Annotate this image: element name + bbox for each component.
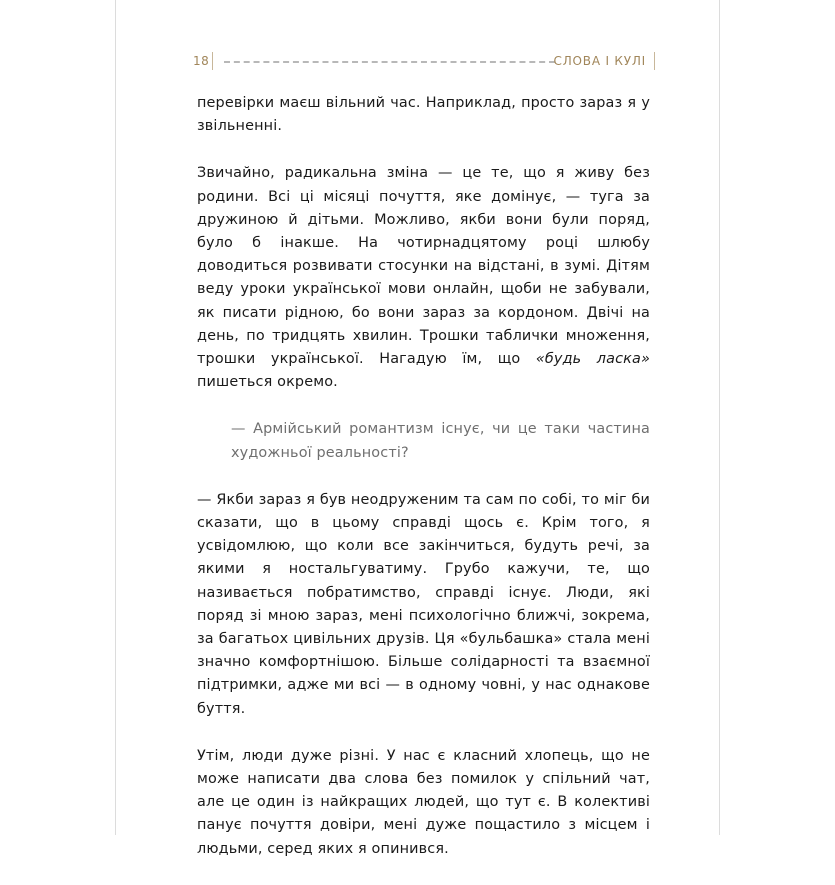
running-title-divider (654, 52, 655, 70)
page-header (193, 52, 655, 72)
running-title: СЛОВА І КУЛІ (553, 54, 646, 68)
paragraph-text: пишеться окремо. (197, 374, 338, 391)
interview-question: — Армійський романтизм існує, чи це таки частина художньої реальності? (231, 421, 650, 461)
paragraph: перевірки маєш вільний час. Наприклад, просто зараз я у звільненні. (197, 95, 650, 135)
page-number-divider (212, 52, 213, 70)
page-number: 18 (193, 54, 210, 68)
body-text (197, 92, 650, 885)
emphasized-phrase: «будь ласка» (535, 351, 650, 368)
paragraph-text: Звичайно, радикальна зміна — це те, що я живу без родини. Всі ці місяці почуття, яке домінує, — туга за дружиною й дітьми. Можливо, якби вони були поряд, було б інакше. На чотирнадцятому році шлюбу доводиться розвивати стосунки на відстані, в зумі. Дітям веду уроки української мови онлайн, щоби не забували, як писати рідною, бо вони зараз за кордоном. Двічі на день, по тридцять хвилин. Трошки таблички множення, трошки української. Нагадую їм, що (197, 165, 650, 368)
header-dashed-rule (224, 61, 555, 63)
book-page (115, 0, 720, 857)
paragraph: — Якби зараз я був неодруженим та сам по собі, то міг би сказати, що в цьому справді щось є. Крім того, я усвідомлюю, що коли все закінчиться, будуть речі, за якими я ностальгуватиму. Грубо кажучи, те, що називається побратимство, справді існує. Люди, які поряд зі мною зараз, мені психологічно ближчі, зокрема, за багатьох цивільних друзів. Ця «бульбашка» стала мені значно комфортнішою. Більше солідарності та взаємної підтримки, адже ми всі — в одному човні, у нас однакове буття. (197, 491, 650, 717)
paragraph: Утім, люди дуже різні. У нас є класний хлопець, що не може написати два слова без помилок у спільний чат, але це один із найкращих людей, що тут є. В колективі панує почуття довіри, мені дуже пощастило з місцем і людьми, серед яких я опинився. (197, 747, 650, 857)
paragraph (197, 162, 650, 394)
